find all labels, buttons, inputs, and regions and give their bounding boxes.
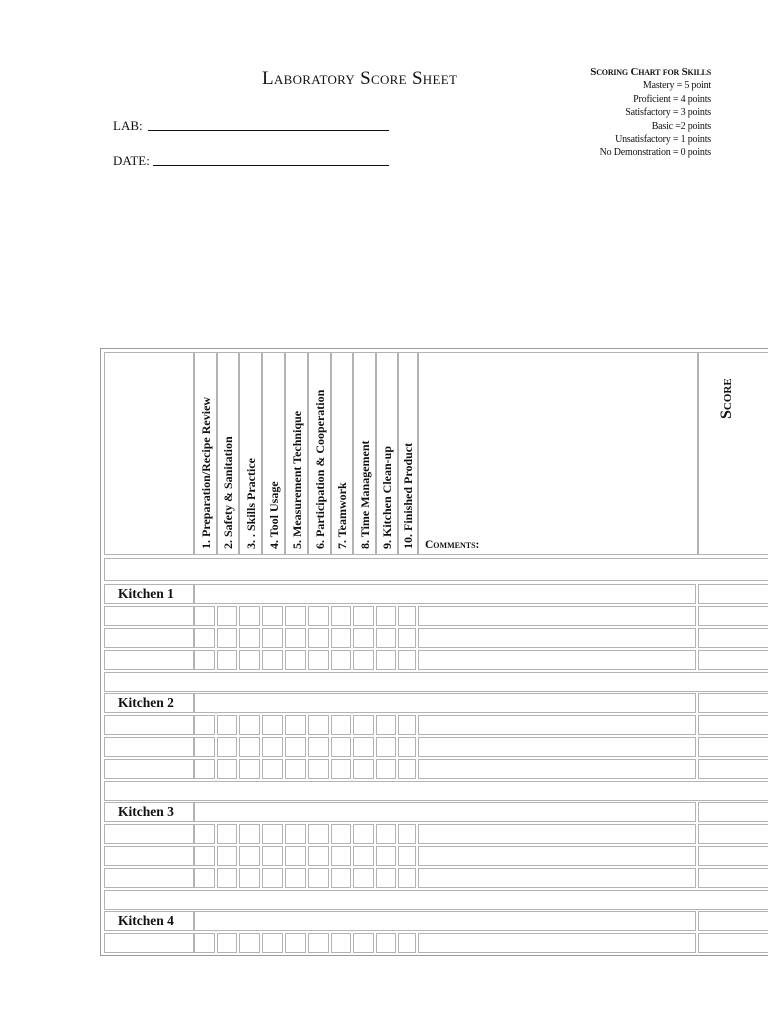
scoring-line: No Demonstration = 0 points [599, 147, 711, 159]
skill-score-cell[interactable] [194, 606, 215, 626]
skill-score-cell[interactable] [353, 824, 374, 844]
skill-score-cell[interactable] [308, 824, 329, 844]
skill-score-cell[interactable] [262, 715, 283, 735]
kitchen-merged-cell[interactable] [194, 584, 696, 604]
skill-score-cell[interactable] [353, 606, 374, 626]
skill-score-cell[interactable] [331, 606, 351, 626]
scoring-line: Mastery = 5 point [642, 80, 711, 92]
skill-header-label: 10. Finished Product [401, 442, 415, 549]
skill-header-label: 4. Tool Usage [267, 481, 281, 549]
skill-score-cell[interactable] [398, 650, 416, 670]
skill-score-cell[interactable] [285, 868, 306, 888]
skill-score-cell[interactable] [285, 824, 306, 844]
skill-score-cell[interactable] [262, 846, 283, 866]
skill-score-cell[interactable] [376, 737, 396, 757]
comments-cell[interactable] [418, 606, 696, 626]
skill-score-cell[interactable] [217, 606, 237, 626]
skill-score-cell[interactable] [376, 715, 396, 735]
skill-header-label: 2. Safety & Sanitation [221, 436, 235, 549]
skill-score-cell[interactable] [331, 933, 351, 953]
skill-score-cell[interactable] [331, 824, 351, 844]
comments-cell[interactable] [418, 933, 696, 953]
page-title: Laboratory Score Sheet [262, 68, 458, 89]
kitchen-label: Kitchen 4 [118, 913, 174, 928]
score-cell[interactable] [698, 737, 768, 757]
kitchen-merged-cell[interactable] [194, 911, 696, 931]
skill-score-cell[interactable] [376, 606, 396, 626]
skill-header-label: 7. Teamwork [335, 482, 349, 549]
section-spacer-row [104, 558, 768, 581]
skill-score-cell[interactable] [262, 737, 283, 757]
scoring-chart [590, 66, 711, 160]
skill-score-cell[interactable] [217, 933, 237, 953]
section-spacer-row [104, 781, 768, 801]
date-field[interactable] [113, 153, 150, 169]
skill-score-cell[interactable] [308, 715, 329, 735]
score-cell[interactable] [698, 759, 768, 779]
skill-score-cell[interactable] [285, 650, 306, 670]
skill-score-cell[interactable] [331, 737, 351, 757]
skill-score-cell[interactable] [353, 737, 374, 757]
scoring-line: Unsatisfactory = 1 points [615, 134, 711, 146]
skill-score-cell[interactable] [398, 715, 416, 735]
skill-score-cell[interactable] [217, 715, 237, 735]
skill-header-cell [308, 352, 331, 555]
skill-score-cell[interactable] [353, 868, 374, 888]
skill-score-cell[interactable] [194, 737, 215, 757]
comments-header-label: Comments: [425, 539, 480, 551]
skill-score-cell[interactable] [308, 737, 329, 757]
header-corner-cell [104, 352, 194, 555]
skill-score-cell[interactable] [285, 715, 306, 735]
skill-score-cell[interactable] [398, 868, 416, 888]
skill-score-cell[interactable] [217, 737, 237, 757]
skill-header-label: 3. . Skills Practice [244, 458, 258, 549]
skill-score-cell[interactable] [239, 846, 260, 866]
skill-score-cell[interactable] [376, 868, 396, 888]
name-cell[interactable] [104, 868, 194, 888]
skill-score-cell[interactable] [376, 628, 396, 648]
skill-score-cell[interactable] [308, 868, 329, 888]
lab-label: LAB: [113, 118, 143, 133]
skill-score-cell[interactable] [262, 650, 283, 670]
skill-score-cell[interactable] [285, 628, 306, 648]
skill-score-cell[interactable] [308, 759, 329, 779]
skill-header-cell [239, 352, 262, 555]
score-cell[interactable] [698, 933, 768, 953]
skill-score-cell[interactable] [376, 846, 396, 866]
skill-header-cell [398, 352, 418, 555]
name-cell[interactable] [104, 737, 194, 757]
score-cell[interactable] [698, 868, 768, 888]
skill-score-cell[interactable] [285, 933, 306, 953]
skill-score-cell[interactable] [217, 759, 237, 779]
comments-cell[interactable] [418, 737, 696, 757]
skill-score-cell[interactable] [331, 868, 351, 888]
skill-score-cell[interactable] [353, 846, 374, 866]
skill-score-cell[interactable] [353, 933, 374, 953]
skill-score-cell[interactable] [194, 650, 215, 670]
scoring-line: Satisfactory = 3 points [625, 107, 711, 119]
skill-header-label: 9. Kitchen Clean-up [380, 445, 394, 549]
skill-score-cell[interactable] [194, 846, 215, 866]
name-cell[interactable] [104, 759, 194, 779]
skill-score-cell[interactable] [308, 606, 329, 626]
skill-score-cell[interactable] [194, 715, 215, 735]
comments-cell[interactable] [418, 824, 696, 844]
skill-score-cell[interactable] [194, 933, 215, 953]
score-cell[interactable] [698, 911, 768, 931]
kitchen-label: Kitchen 1 [118, 586, 174, 601]
kitchen-label: Kitchen 3 [118, 804, 174, 819]
skill-header-label: 1. Preparation/Recipe Review [199, 396, 213, 549]
skill-score-cell[interactable] [376, 650, 396, 670]
skill-header-label: 8. Time Management [358, 440, 372, 549]
skill-header-cell [376, 352, 398, 555]
skill-score-cell[interactable] [262, 628, 283, 648]
comments-cell[interactable] [418, 846, 696, 866]
name-cell[interactable] [104, 650, 194, 670]
kitchen-label: Kitchen 2 [118, 695, 174, 710]
score-cell[interactable] [698, 715, 768, 735]
skill-score-cell[interactable] [217, 824, 237, 844]
comments-cell[interactable] [418, 759, 696, 779]
kitchen-label-cell [104, 693, 194, 713]
skill-score-cell[interactable] [376, 824, 396, 844]
skill-score-cell[interactable] [398, 737, 416, 757]
skill-score-cell[interactable] [262, 606, 283, 626]
kitchen-label-cell [104, 584, 194, 604]
skill-score-cell[interactable] [398, 933, 416, 953]
skill-score-cell[interactable] [308, 628, 329, 648]
comments-header-cell [418, 352, 698, 555]
skill-score-cell[interactable] [308, 933, 329, 953]
section-spacer-row [104, 890, 768, 910]
comments-cell[interactable] [418, 868, 696, 888]
score-cell[interactable] [698, 584, 768, 604]
scoring-chart-title: Scoring Chart for Skills [590, 66, 711, 78]
skill-score-cell[interactable] [398, 824, 416, 844]
name-cell[interactable] [104, 628, 194, 648]
skill-score-cell[interactable] [285, 737, 306, 757]
skill-score-cell[interactable] [194, 824, 215, 844]
skill-score-cell[interactable] [376, 759, 396, 779]
skill-score-cell[interactable] [239, 759, 260, 779]
score-table [100, 348, 768, 956]
kitchen-merged-cell[interactable] [194, 693, 696, 713]
skill-score-cell[interactable] [239, 628, 260, 648]
skill-score-cell[interactable] [239, 868, 260, 888]
name-cell[interactable] [104, 933, 194, 953]
name-cell[interactable] [104, 824, 194, 844]
skill-header-label: 5. Measurement Technique [290, 410, 304, 549]
skill-header-label: 6. Participation & Cooperation [313, 389, 327, 549]
scoring-line: Basic =2 points [651, 120, 711, 132]
score-cell[interactable] [698, 650, 768, 670]
section-spacer-row [104, 672, 768, 692]
comments-cell[interactable] [418, 650, 696, 670]
skill-score-cell[interactable] [262, 824, 283, 844]
score-cell[interactable] [698, 802, 768, 822]
skill-score-cell[interactable] [194, 868, 215, 888]
skill-score-cell[interactable] [217, 846, 237, 866]
skill-score-cell[interactable] [331, 715, 351, 735]
skill-score-cell[interactable] [376, 933, 396, 953]
skill-header-cell [331, 352, 353, 555]
skill-score-cell[interactable] [331, 846, 351, 866]
skill-score-cell[interactable] [239, 650, 260, 670]
score-header-cell [698, 352, 768, 555]
skill-score-cell[interactable] [239, 737, 260, 757]
skill-score-cell[interactable] [239, 824, 260, 844]
skill-score-cell[interactable] [239, 715, 260, 735]
skill-score-cell[interactable] [217, 650, 237, 670]
skill-score-cell[interactable] [353, 650, 374, 670]
skill-score-cell[interactable] [331, 650, 351, 670]
name-cell[interactable] [104, 606, 194, 626]
name-cell[interactable] [104, 715, 194, 735]
scoring-line: Proficient = 4 points [633, 93, 711, 105]
skill-score-cell[interactable] [398, 606, 416, 626]
skill-score-cell[interactable] [262, 868, 283, 888]
skill-score-cell[interactable] [398, 628, 416, 648]
skill-score-cell[interactable] [353, 759, 374, 779]
date-blank-line[interactable] [153, 165, 389, 166]
kitchen-merged-cell[interactable] [194, 802, 696, 822]
skill-header-cell [194, 352, 217, 555]
comments-cell[interactable] [418, 628, 696, 648]
skill-score-cell[interactable] [308, 846, 329, 866]
skill-score-cell[interactable] [194, 759, 215, 779]
skill-score-cell[interactable] [194, 628, 215, 648]
skill-header-cell [353, 352, 376, 555]
skill-score-cell[interactable] [262, 933, 283, 953]
kitchen-label-cell [104, 911, 194, 931]
skill-score-cell[interactable] [217, 628, 237, 648]
score-cell[interactable] [698, 628, 768, 648]
skill-score-cell[interactable] [262, 759, 283, 779]
score-cell[interactable] [698, 824, 768, 844]
skill-score-cell[interactable] [285, 759, 306, 779]
skill-header-cell [217, 352, 239, 555]
skill-score-cell[interactable] [217, 868, 237, 888]
skill-header-cell [285, 352, 308, 555]
name-cell[interactable] [104, 846, 194, 866]
skill-score-cell[interactable] [239, 933, 260, 953]
lab-blank-line[interactable] [148, 130, 389, 131]
skill-score-cell[interactable] [353, 715, 374, 735]
skill-score-cell[interactable] [285, 846, 306, 866]
skill-score-cell[interactable] [331, 628, 351, 648]
lab-field[interactable] [113, 118, 143, 134]
kitchen-label-cell [104, 802, 194, 822]
skill-score-cell[interactable] [353, 628, 374, 648]
score-cell[interactable] [698, 606, 768, 626]
skill-score-cell[interactable] [398, 759, 416, 779]
skill-score-cell[interactable] [308, 650, 329, 670]
date-label: DATE: [113, 153, 150, 168]
score-cell[interactable] [698, 693, 768, 713]
skill-score-cell[interactable] [239, 606, 260, 626]
skill-score-cell[interactable] [331, 759, 351, 779]
skill-score-cell[interactable] [285, 606, 306, 626]
skill-header-cell [262, 352, 285, 555]
comments-cell[interactable] [418, 715, 696, 735]
score-header-label: Score [718, 378, 735, 419]
score-cell[interactable] [698, 846, 768, 866]
skill-score-cell[interactable] [398, 846, 416, 866]
